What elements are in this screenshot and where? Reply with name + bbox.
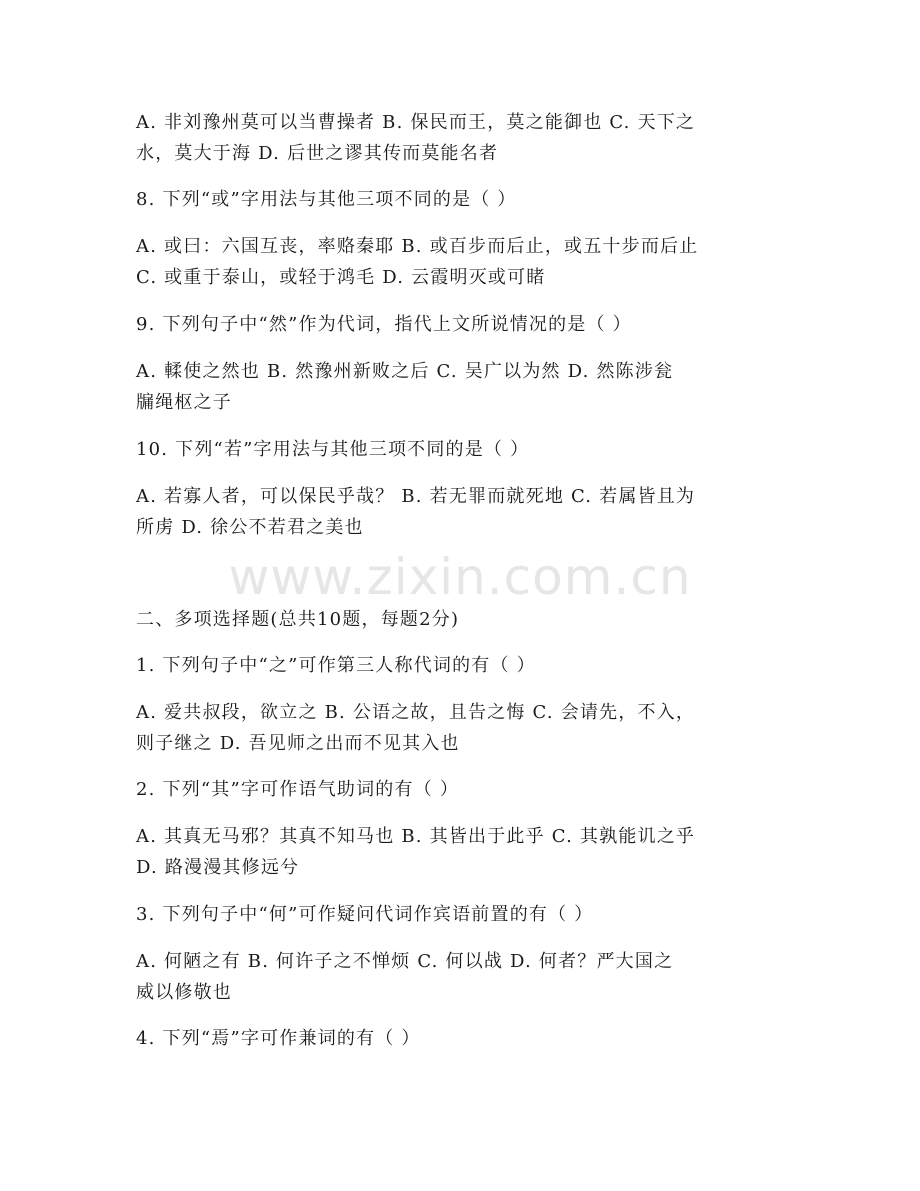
text-line: D. 路漫漫其修远兮 xyxy=(136,857,300,878)
options-q7 xyxy=(136,107,786,169)
watermark: www.zixin.com.cn xyxy=(228,548,692,606)
text-line: 8. 下列“或”字用法与其他三项不同的是（ ） xyxy=(136,189,517,210)
text-line: 4. 下列“焉”字可作兼词的有（ ） xyxy=(136,1028,421,1049)
text-line: 1. 下列句子中“之”可作第三人称代词的有（ ） xyxy=(136,655,536,676)
text-line: 所虏 D. 徐公不若君之美也 xyxy=(136,517,364,538)
text-line: A. 非刘豫州莫可以当曹操者 B. 保民而王，莫之能御也 C. 天下之 xyxy=(136,112,696,133)
text-line: A. 何陋之有 B. 何许子之不惮烦 C. 何以战 D. 何者？严大国之 xyxy=(136,951,674,972)
options-q10 xyxy=(136,481,786,543)
options-q8 xyxy=(136,231,786,293)
options-m1 xyxy=(136,697,786,759)
options-q9 xyxy=(136,356,786,418)
options-m2 xyxy=(136,821,786,883)
text-line: 威以修敬也 xyxy=(136,982,232,1003)
text-line: A. 若寡人者，可以保民乎哉？ B. 若无罪而就死地 C. 若属皆且为 xyxy=(136,486,696,507)
question-m4 xyxy=(136,1023,786,1054)
text-line: 二、多项选择题(总共10题，每题2分) xyxy=(136,609,460,630)
text-line: 则子继之 D. 吾见师之出而不见其入也 xyxy=(136,733,460,754)
text-line: 10. 下列“若”字用法与其他三项不同的是（ ） xyxy=(136,439,530,460)
text-line: C. 或重于泰山，或轻于鸿毛 D. 云霞明灭或可睹 xyxy=(136,267,546,288)
text-line: 3. 下列句子中“何”可作疑问代词作宾语前置的有（ ） xyxy=(136,904,594,925)
text-line: 牖绳枢之子 xyxy=(136,392,232,413)
text-line: 9. 下列句子中“然”作为代词，指代上文所说情况的是（ ） xyxy=(136,314,632,335)
options-m3 xyxy=(136,946,786,1008)
question-m1 xyxy=(136,650,786,681)
text-line: A. 輮使之然也 B. 然豫州新败之后 C. 吴广以为然 D. 然陈涉瓮 xyxy=(136,361,674,382)
text-line: 水，莫大于海 D. 后世之谬其传而莫能名者 xyxy=(136,143,499,164)
text-line: A. 或曰：六国互丧，率赂秦耶 B. 或百步而后止，或五十步而后止 xyxy=(136,236,699,257)
question-m3 xyxy=(136,899,786,930)
text-line: 2. 下列“其”字可作语气助词的有（ ） xyxy=(136,779,460,800)
text-line: A. 其真无马邪？其真不知马也 B. 其皆出于此乎 C. 其孰能讥之乎 xyxy=(136,826,696,847)
question-m2 xyxy=(136,774,786,805)
question-9 xyxy=(136,309,786,340)
question-8 xyxy=(136,184,786,215)
section-heading xyxy=(136,604,786,635)
text-line: A. 爱共叔段，欲立之 B. 公语之故，且告之悔 C. 会请先，不入， xyxy=(136,702,696,723)
question-10 xyxy=(136,434,786,465)
